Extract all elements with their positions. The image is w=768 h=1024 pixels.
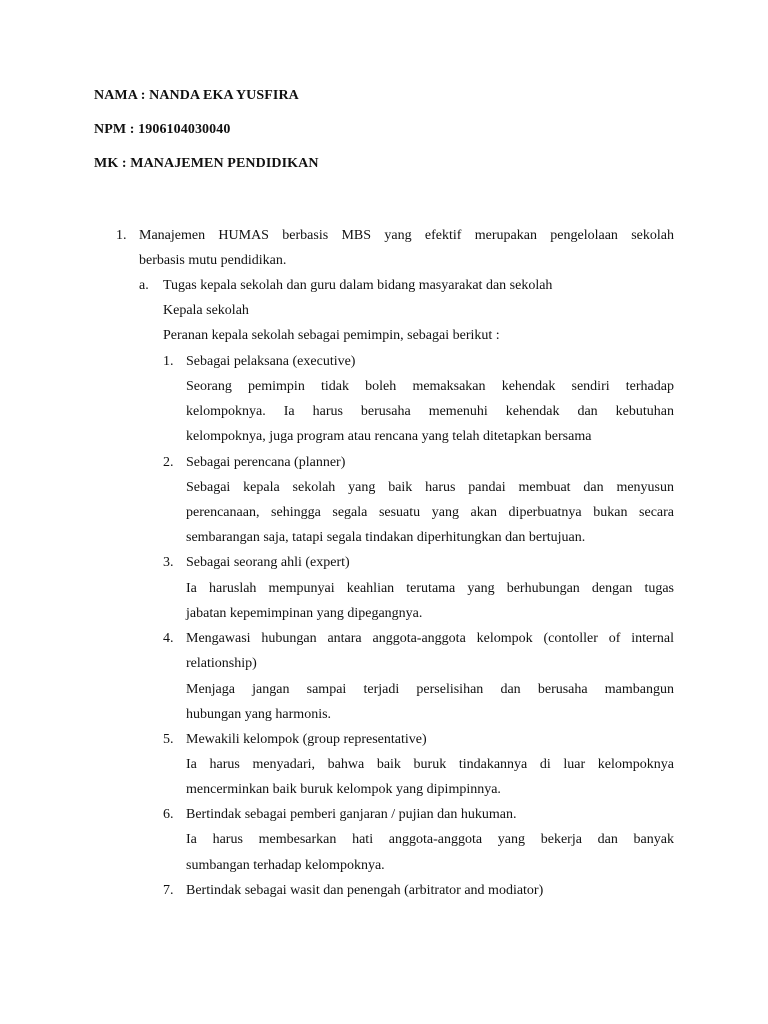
role-title: Mewakili kelompok (group representative): [186, 732, 427, 747]
role-title: Mengawasi hubungan antara anggota-anggota kelompok (contoller of internal: [186, 631, 674, 646]
role-title: Sebagai pelaksana (executive): [186, 354, 356, 369]
role-desc-line: Ia haruslah mempunyai keahlian terutama yang berhubungan dengan tugas: [186, 581, 674, 596]
student-npm: NPM : 1906104030040: [94, 122, 231, 137]
role-marker: 3.: [163, 555, 174, 570]
role-title-continued: relationship): [186, 656, 257, 671]
role-marker: 7.: [163, 883, 174, 898]
list-marker-a: a.: [139, 278, 149, 293]
role-desc-line: sembarangan saja, tatapi segala tindakan diperhitungkan dan bertujuan.: [186, 530, 586, 545]
student-name: NAMA : NANDA EKA YUSFIRA: [94, 88, 299, 103]
sub-a-intro: Peranan kepala sekolah sebagai pemimpin, sebagai berikut :: [163, 328, 500, 343]
role-desc-line: Seorang pemimpin tidak boleh memaksakan kehendak sendiri terhadap: [186, 379, 674, 394]
role-marker: 4.: [163, 631, 174, 646]
list-marker-1: 1.: [116, 228, 127, 243]
role-title: Bertindak sebagai wasit dan penengah (arbitrator and modiator): [186, 883, 544, 898]
sub-a-heading: Kepala sekolah: [163, 303, 249, 318]
role-marker: 5.: [163, 732, 174, 747]
role-desc-line: mencerminkan baik buruk kelompok yang dipimpinnya.: [186, 782, 501, 797]
role-desc-line: Sebagai kepala sekolah yang baik harus pandai membuat dan menyusun: [186, 480, 674, 495]
role-desc-line: Menjaga jangan sampai terjadi perselisihan dan berusaha mambangun: [186, 682, 674, 697]
sub-a-text: Tugas kepala sekolah dan guru dalam bidang masyarakat dan sekolah: [163, 278, 553, 293]
role-desc-line: Ia harus menyadari, bahwa baik buruk tindakannya di luar kelompoknya: [186, 757, 674, 772]
item1-line2: berbasis mutu pendidikan.: [139, 253, 287, 268]
role-title: Sebagai seorang ahli (expert): [186, 555, 350, 570]
role-desc-line: sumbangan terhadap kelompoknya.: [186, 858, 385, 873]
role-marker: 1.: [163, 354, 174, 369]
role-marker: 2.: [163, 455, 174, 470]
role-marker: 6.: [163, 807, 174, 822]
course-name: MK : MANAJEMEN PENDIDIKAN: [94, 156, 319, 171]
role-desc-line: jabatan kepemimpinan yang dipegangnya.: [186, 606, 423, 621]
role-desc-line: perencanaan, sehingga segala sesuatu yang akan diperbuatnya bukan secara: [186, 505, 674, 520]
role-title: Bertindak sebagai pemberi ganjaran / pujian dan hukuman.: [186, 807, 517, 822]
role-desc-line: hubungan yang harmonis.: [186, 707, 332, 722]
item1-line1: Manajemen HUMAS berbasis MBS yang efektif merupakan pengelolaan sekolah: [139, 228, 674, 243]
role-desc-line: Ia harus membesarkan hati anggota-anggota yang bekerja dan banyak: [186, 832, 674, 847]
role-desc-line: kelompoknya, juga program atau rencana yang telah ditetapkan bersama: [186, 429, 592, 444]
role-title: Sebagai perencana (planner): [186, 455, 346, 470]
role-desc-line: kelompoknya. Ia harus berusaha memenuhi kehendak dan kebutuhan: [186, 404, 674, 419]
